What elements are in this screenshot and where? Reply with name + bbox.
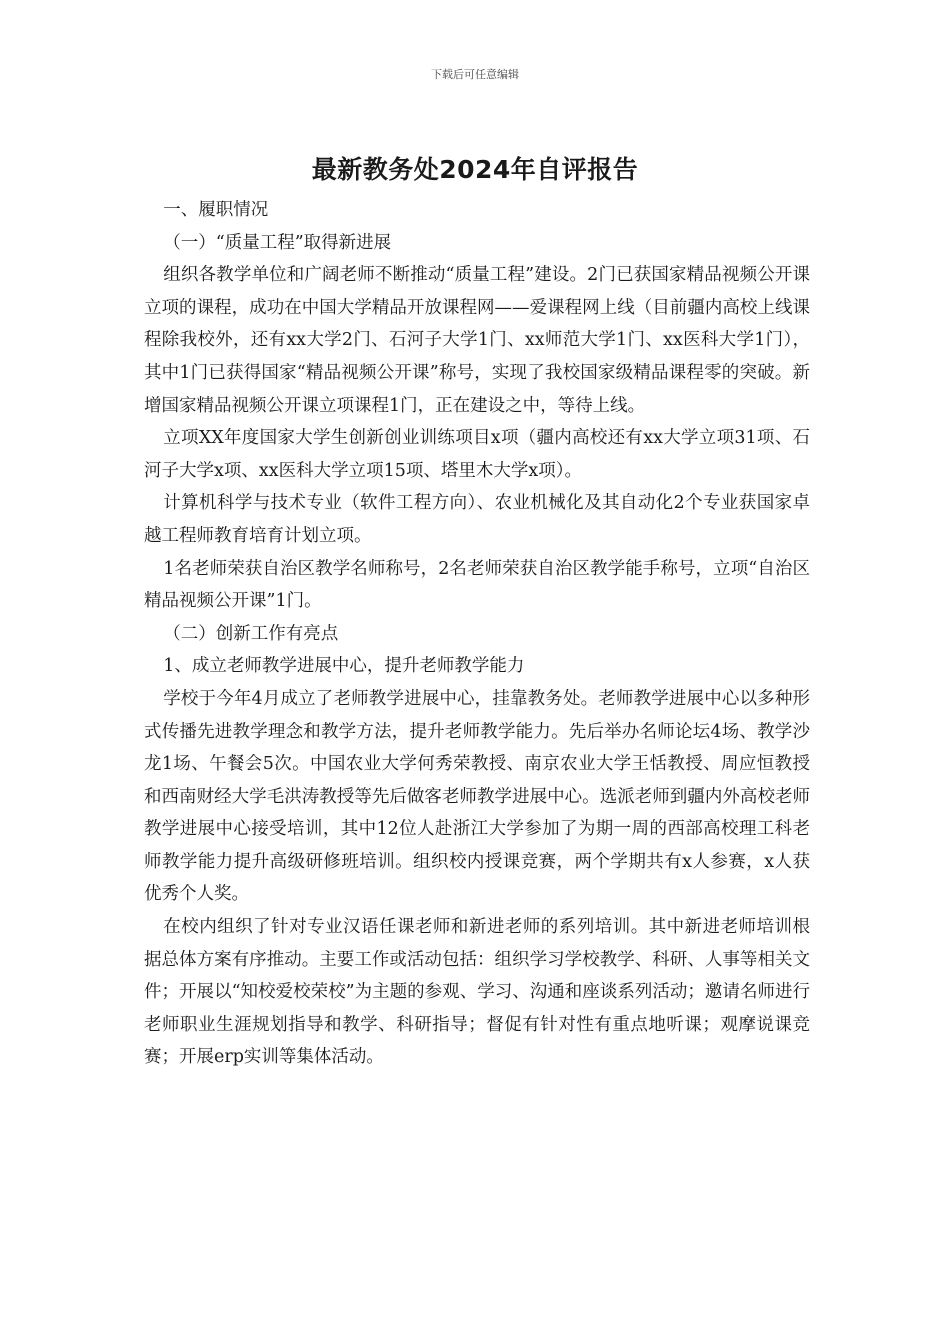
document-title: 最新教务处2024年自评报告	[311, 155, 639, 184]
paragraph: 学校于今年4月成立了老师教学进展中心，挂靠教务处。老师教学进展中心以多种形式传播先进教学理念和教学方法，提升老师教学能力。先后举办名师论坛4场、教学沙龙1场、午餐会5次。中国农业大学何秀荣教授、南京农业大学王恬教授、周应恒教授和西南财经大学毛洪涛教授等先后做客老师教学进展中心。选派老师到疆内外高校老师教学进展中心接受培训，其中12位人赴浙江大学参加了为期一周的西部高校理工科老师教学能力提升高级研修班培训。组织校内授课竞赛，两个学期共有x人参赛，x人获优秀个人奖。	[144, 688, 810, 905]
subsection-heading: （一）“质量工程”取得新进展	[163, 232, 392, 253]
section-heading: 一、履职情况	[163, 200, 269, 220]
paragraph: 在校内组织了针对专业汉语任课老师和新进老师的系列培训。其中新进老师培训根据总体方案有序推动。主要工作或活动包括：组织学习学校教学、科研、人事等相关文件；开展以“知校爱校荣校”为主题的参观、学习、沟通和座谈系列活动；邀请名师进行老师职业生涯规划指导和教学、科研指导；督促有针对性有重点地听课；观摩说课竞赛；开展erp实训等集体活动。	[144, 917, 810, 1068]
paragraph: 组织各教学单位和广阔老师不断推动“质量工程”建设。2门已获国家精品视频公开课立项的课程，成功在中国大学精品开放课程网——爱课程网上线（目前疆内高校上线课程除我校外，还有xx大学2门、石河子大学1门、xx师范大学1门、xx医科大学1门），其中1门已获得国家“精品视频公开课”称号，实现了我校国家级精品课程零的突破。新增国家精品视频公开课立项课程1门，正在建设之中，等待上线。	[144, 265, 811, 416]
paragraph: 1名老师荣获自治区教学名师称号，2名老师荣获自治区教学能手称号，立项“自治区精品视频公开课”1门。	[144, 558, 810, 612]
subsection-heading: （二）创新工作有亮点	[163, 623, 339, 644]
header-note: 下载后可任意编辑	[431, 68, 519, 81]
paragraph: 立项XX年度国家大学生创新创业训练项目x项（疆内高校还有xx大学立项31项、石河子大学x项、xx医科大学立项15项、塔里木大学x项）。	[144, 428, 810, 481]
paragraph: 计算机科学与技术专业（软件工程方向）、农业机械化及其自动化2个专业获国家卓越工程师教育培育计划立项。	[144, 493, 810, 546]
item-heading: 1、成立老师教学进展中心，提升老师教学能力	[163, 656, 525, 677]
document-body	[144, 194, 810, 1074]
